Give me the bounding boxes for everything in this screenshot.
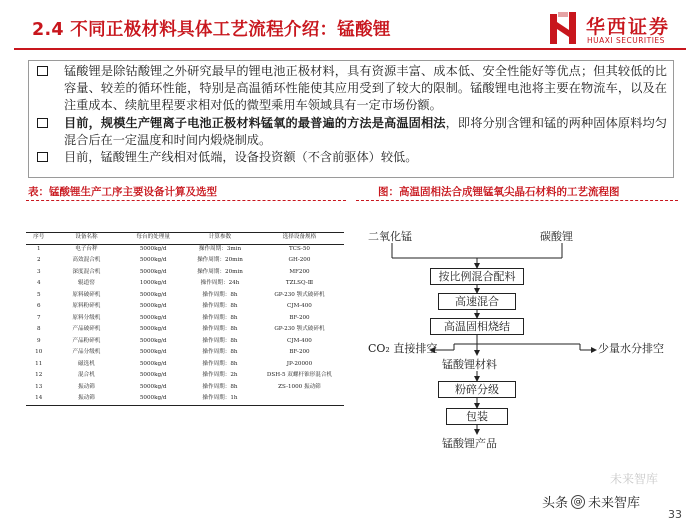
flow-step-mixing: 高速混合 bbox=[438, 293, 516, 310]
table-cell: 操作周期：1h bbox=[185, 394, 255, 406]
table-cell: 混合机 bbox=[78, 372, 95, 379]
table-cell: CJM-400 bbox=[287, 303, 312, 310]
table-cell: TCS-50 bbox=[288, 246, 310, 253]
table-cell: 5000kg/d bbox=[121, 394, 185, 406]
table-cell: 5000kg/d bbox=[139, 372, 167, 379]
table-cell: 振动筛 bbox=[51, 394, 121, 406]
square-bullet-icon bbox=[37, 66, 48, 76]
table-cell: 1000kg/d bbox=[139, 280, 167, 287]
bullet-text: 目前，锰酸锂生产线相对低端，设备投资额（不含前驱体）较低。 bbox=[64, 150, 418, 164]
table-row bbox=[26, 267, 344, 279]
table-cell: 操作周期：8h bbox=[202, 314, 238, 321]
table-cell: 5 bbox=[36, 291, 41, 298]
table-cell: 12 bbox=[35, 372, 43, 379]
table-cell: CJM-400 bbox=[287, 337, 312, 344]
table-cell: 操作周期：8h bbox=[202, 326, 238, 333]
bullet-item bbox=[37, 149, 667, 166]
table-cell: 5000kg/d bbox=[139, 337, 167, 344]
huaxi-logo-icon bbox=[548, 10, 578, 46]
table-cell: 辊道窑 bbox=[78, 280, 95, 287]
table-cell: 5000kg/d bbox=[139, 326, 167, 333]
table-cell: JP-20000 bbox=[286, 360, 313, 367]
table-cell: DSH-5 双螺杆锥形混合机 bbox=[266, 372, 333, 379]
flow-input-mno2: 二氧化锰 bbox=[368, 230, 412, 243]
table-row bbox=[26, 359, 344, 371]
table-cell bbox=[255, 394, 344, 406]
table-cell: TZLSQ-Ⅲ bbox=[285, 280, 314, 287]
flow-step-grinding: 粉碎分级 bbox=[438, 381, 516, 398]
table-cell: 8 bbox=[36, 326, 41, 333]
flow-intermediate-product: 锰酸锂材料 bbox=[442, 358, 497, 371]
table-cell: 5000kg/d bbox=[139, 349, 167, 356]
table-cell: 原料粉碎机 bbox=[72, 303, 101, 310]
table-cell: 操作周期：8h bbox=[202, 349, 238, 356]
bullet-item bbox=[37, 63, 667, 114]
bullet-text: 锰酸锂是除钴酸锂之外研究最早的锂电池正极材料，具有资源丰富、成本低、安全性能好等优点；但其较低的比容量、较差的循环性能，特别是高温循环性能使其应用受到了较大的限制。锰酸锂电池将主要在物流车，以及在注重成本、续航里程要求相对低的微型乘用车领域具有一定市场份额。 bbox=[64, 64, 667, 112]
logo-text-cn: 华西证券 bbox=[586, 16, 671, 38]
table-cell: MF200 bbox=[289, 268, 310, 275]
table-cell: 操作周期：8h bbox=[202, 337, 238, 344]
table-cell: 6 bbox=[36, 303, 41, 310]
company-logo bbox=[548, 8, 694, 48]
flow-side-co2: CO₂ 直接排空 bbox=[368, 342, 438, 355]
table-cell: ZS-1000 振动筛 bbox=[278, 383, 321, 390]
table-cell: 磁选机 bbox=[78, 360, 95, 367]
table-cell: 5000kg/d bbox=[139, 291, 167, 298]
table-row bbox=[26, 313, 344, 325]
table-cell: 13 bbox=[35, 383, 43, 390]
table-cell: 7 bbox=[36, 314, 41, 321]
table-cell: 11 bbox=[35, 360, 43, 367]
table-row bbox=[26, 394, 344, 406]
table-row bbox=[26, 256, 344, 268]
table-cell: 5000kg/d bbox=[139, 303, 167, 310]
table-cell: 操作周期：8h bbox=[202, 383, 238, 390]
table-cell: 1 bbox=[36, 246, 41, 253]
table-row bbox=[26, 371, 344, 383]
table-cell: 5000kg/d bbox=[139, 268, 167, 275]
table-row bbox=[26, 336, 344, 348]
table-cell: 3 bbox=[36, 268, 41, 275]
flow-input-li2co3: 碳酸锂 bbox=[540, 230, 573, 243]
table-cell: 5000kg/d bbox=[139, 257, 167, 264]
column-header: 每台的处理量 bbox=[121, 233, 185, 245]
table-cell: 高效混合机 bbox=[72, 257, 101, 264]
table-cell: 4 bbox=[36, 280, 41, 287]
table-cell: 5000kg/d bbox=[139, 360, 167, 367]
logo-text-en: HUAXI SECURITIES bbox=[587, 36, 665, 45]
table-cell: 深度混合机 bbox=[72, 268, 101, 275]
page-number: 33 bbox=[668, 508, 682, 521]
table-cell: BF-200 bbox=[289, 349, 310, 356]
column-header: 设备名称 bbox=[51, 233, 121, 245]
table-row bbox=[26, 325, 344, 337]
table-row bbox=[26, 244, 344, 256]
table-cell: 操作周期：3min bbox=[198, 246, 242, 253]
equipment-table bbox=[26, 232, 344, 406]
table-cell: 产品破碎机 bbox=[72, 326, 101, 333]
table-row bbox=[26, 279, 344, 291]
table-cell: 2 bbox=[36, 257, 41, 264]
table-cell: 操作周期：24h bbox=[200, 280, 240, 287]
flow-side-water: 少量水分排空 bbox=[598, 342, 664, 355]
table-cell: 原料破碎机 bbox=[72, 291, 101, 298]
at-icon: @ bbox=[571, 495, 585, 509]
table-cell: 操作周期：2h bbox=[202, 372, 238, 379]
table-cell: 产品分级机 bbox=[72, 349, 101, 356]
bullet-bold-text: 目前，规模生产锂离子电池正极材料锰氧的最普遍的方法是高温固相法 bbox=[64, 115, 446, 130]
square-bullet-icon bbox=[37, 152, 48, 162]
faint-watermark: 未来智库 bbox=[610, 472, 659, 486]
table-cell: 14 bbox=[26, 394, 51, 406]
watermark-prefix: 头条 bbox=[542, 496, 569, 511]
flow-final-product: 锰酸锂产品 bbox=[442, 437, 497, 450]
watermark bbox=[542, 492, 640, 511]
table-cell: 操作周期：8h bbox=[202, 291, 238, 298]
table-cell: 操作周期：8h bbox=[202, 360, 238, 367]
bullet-text bbox=[64, 115, 667, 149]
column-header: 序号 bbox=[26, 233, 51, 245]
table-caption-rule bbox=[26, 200, 346, 201]
table-cell: 振动筛 bbox=[78, 383, 95, 390]
figure-caption-rule bbox=[356, 200, 678, 201]
table-cell: 产品粉碎机 bbox=[72, 337, 101, 344]
table-row bbox=[26, 290, 344, 302]
table-row bbox=[26, 302, 344, 314]
table-cell: GP-230 颚式破碎机 bbox=[274, 326, 325, 333]
table-row bbox=[26, 348, 344, 360]
table-cell: 电子台秤 bbox=[75, 246, 98, 253]
table-cell: 5000kg/d bbox=[139, 383, 167, 390]
watermark-name: 未来智库 bbox=[588, 496, 641, 511]
table-cell: BF-200 bbox=[289, 314, 310, 321]
table-cell: 操作周期：8h bbox=[202, 303, 238, 310]
bullet-rest-text: ，即将分别含锂和锰的两种固体原料均匀混合后在一定温度和时间内煅烧制成。 bbox=[64, 115, 668, 147]
column-header: 计算参数 bbox=[185, 233, 255, 245]
square-bullet-icon bbox=[37, 118, 48, 128]
table-cell: 10 bbox=[35, 349, 43, 356]
page-title: 2.4 不同正极材料具体工艺流程介绍：锰酸锂 bbox=[32, 20, 391, 40]
table-cell: 5000kg/d bbox=[139, 314, 167, 321]
column-header: 选择设备规格 bbox=[255, 233, 344, 245]
table-row bbox=[26, 382, 344, 394]
table-cell: 5000kg/d bbox=[139, 246, 167, 253]
table-header-row bbox=[26, 233, 344, 245]
flow-step-batching: 按比例混合配料 bbox=[430, 268, 524, 285]
summary-box bbox=[28, 60, 674, 178]
table-cell: GH-200 bbox=[288, 257, 311, 264]
process-flow-diagram bbox=[366, 226, 692, 476]
table-cell: 9 bbox=[36, 337, 41, 344]
table-caption: 表：锰酸锂生产工序主要设备计算及选型 bbox=[28, 186, 217, 198]
figure-caption: 图：高温固相法合成锂锰氧尖晶石材料的工艺流程图 bbox=[378, 186, 620, 198]
title-divider bbox=[14, 48, 686, 50]
flow-step-packing: 包装 bbox=[446, 408, 508, 425]
table-cell: 原料分级机 bbox=[72, 314, 101, 321]
flow-step-sintering: 高温固相烧结 bbox=[430, 318, 524, 335]
table-cell: 操作周期：20min bbox=[197, 257, 243, 264]
table-cell: 操作周期：20min bbox=[197, 268, 243, 275]
table-cell: GP-230 颚式破碎机 bbox=[274, 291, 325, 298]
bullet-item bbox=[37, 115, 667, 149]
